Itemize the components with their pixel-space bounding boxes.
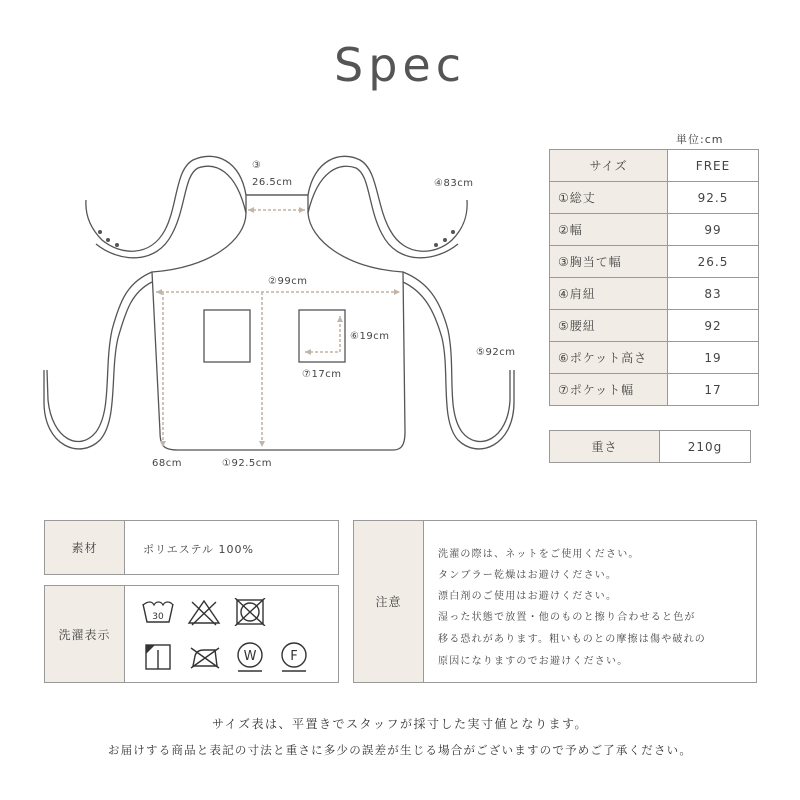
page-title: Spec <box>334 38 466 92</box>
no-bleach-icon <box>187 598 221 626</box>
pocket-width-label: ⑦17cm <box>302 369 342 380</box>
table-row <box>550 182 759 214</box>
row-value: 19 <box>668 342 759 374</box>
row-value: 17 <box>668 374 759 406</box>
total-length-label: ①92.5cm <box>222 458 272 469</box>
table-row <box>550 278 759 310</box>
svg-text:30: 30 <box>152 612 164 622</box>
footer-line-1: サイズ表は、平置きでスタッフが採寸した実寸値となります。 <box>211 717 589 731</box>
note-line: タンブラー乾燥はお避けください。 <box>438 570 618 581</box>
material-value: ポリエステル 100% <box>143 543 254 556</box>
size-header-value: FREE <box>668 150 759 182</box>
row-value: 92.5 <box>668 182 759 214</box>
note-line: 洗濯の際は、ネットをご使用ください。 <box>438 549 640 560</box>
chest-number-label: ③ <box>252 160 262 171</box>
row-key: ⑤腰紐 <box>550 310 668 342</box>
dimension-arrows <box>156 207 400 447</box>
row-key: ③胸当て幅 <box>550 246 668 278</box>
care-box <box>44 585 339 683</box>
notes-label: 注意 <box>354 521 424 682</box>
dry-clean-f-icon <box>277 640 311 674</box>
material-label: 素材 <box>45 521 125 574</box>
size-header-row <box>550 150 759 182</box>
care-label: 洗濯表示 <box>45 586 125 682</box>
row-key: ⑦ポケット幅 <box>550 374 668 406</box>
apron-body-outline <box>152 195 405 450</box>
note-line: 湿った状態で放置・他のものと擦り合わせると色が <box>438 612 696 623</box>
row-value: 99 <box>668 214 759 246</box>
footer-line-2: お届けする商品と表記の寸法と重さに多少の誤差が生じる場合がございますので予めご了承ください。 <box>107 743 693 757</box>
svg-text:F: F <box>290 649 298 664</box>
unit-label: 単位:cm <box>676 133 724 146</box>
note-line: 移る恐れがあります。粗いものとの摩擦は傷や破れの <box>438 634 706 645</box>
wet-clean-w-icon <box>233 640 267 674</box>
pocket-height-label: ⑥19cm <box>350 331 390 342</box>
size-table <box>549 149 759 406</box>
row-key: ④肩紐 <box>550 278 668 310</box>
table-row <box>550 214 759 246</box>
left-pocket <box>204 310 250 362</box>
line-dry-shade-icon <box>143 642 173 672</box>
right-waist-tie-inner <box>403 282 514 449</box>
svg-text:W: W <box>243 649 257 664</box>
left-waist-tie-inner <box>44 282 152 449</box>
row-key: ②幅 <box>550 214 668 246</box>
table-row <box>550 246 759 278</box>
table-row <box>550 374 759 406</box>
left-waist-tie <box>47 272 152 442</box>
waist-tie-label: ⑤92cm <box>476 347 516 358</box>
width-label: ②99cm <box>268 276 308 287</box>
right-pocket <box>299 310 345 362</box>
table-row <box>550 310 759 342</box>
chest-width-label: 26.5cm <box>252 177 293 188</box>
no-tumble-dry-icon <box>233 598 267 626</box>
row-key: ⑥ポケット高さ <box>550 342 668 374</box>
material-box <box>44 520 339 575</box>
row-key: ①総丈 <box>550 182 668 214</box>
no-iron-icon <box>187 642 221 672</box>
strap-length-label: ④83cm <box>434 178 474 189</box>
note-line: 漂白剤のご使用はお避けください。 <box>438 591 618 602</box>
note-line: 原因になりますのでお避けください。 <box>438 656 629 667</box>
weight-key: 重さ <box>550 431 660 463</box>
wash-30-icon <box>141 598 175 626</box>
weight-table <box>549 430 751 463</box>
table-row <box>550 342 759 374</box>
side-length-label: 68cm <box>152 458 182 469</box>
weight-row <box>550 431 751 463</box>
weight-value: 210g <box>660 431 751 463</box>
size-header-key: サイズ <box>550 150 668 182</box>
row-value: 83 <box>668 278 759 310</box>
row-value: 26.5 <box>668 246 759 278</box>
dimension-lines <box>156 210 400 447</box>
row-value: 92 <box>668 310 759 342</box>
